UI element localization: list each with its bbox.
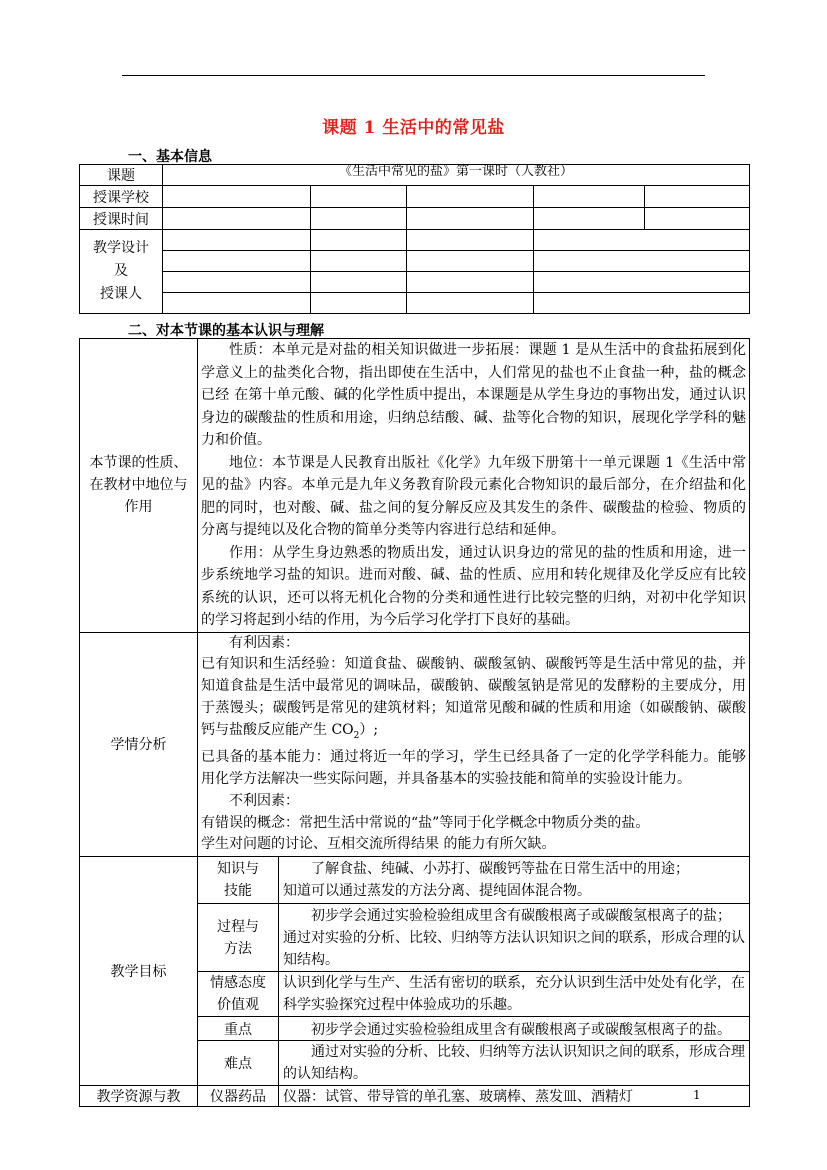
- analysis-line: [201, 654, 746, 747]
- designer-cell: [534, 251, 750, 272]
- designer-cell: [407, 230, 534, 251]
- knowledge-label-line: 技能: [224, 883, 252, 900]
- time-cell: [534, 208, 645, 230]
- designer-cell: [534, 272, 750, 293]
- school-cell: [311, 186, 407, 208]
- time-cell: [407, 208, 534, 230]
- nature-label-text: 本节课的性质、在教材中地位与作用: [89, 455, 188, 516]
- instruments-text: 仪器：试管、带导管的单孔塞、玻璃棒、蒸发皿、酒精灯: [279, 1086, 750, 1107]
- time-cell: [163, 208, 311, 230]
- school-cell: [407, 186, 534, 208]
- header-rule: [122, 75, 705, 76]
- process-label-line: 过程与: [217, 918, 259, 935]
- time-label: 授课时间: [80, 208, 163, 230]
- topic-label: 课题: [80, 165, 163, 186]
- knowledge-text: [279, 857, 750, 904]
- designer-cell: [311, 293, 407, 314]
- location-paragraph: 地位：本节课是人民教育出版社《化学》九年级下册第十一单元课题 1《生活中常见的盐》内容。本单元是九年义务教育阶段元素化合物知识的最后部分，在介绍盐和化肥的同时，也对酸、碱、盐之间的复分解反应及其发生的条件、碳酸盐的检验、物质的分离与提纯以及化合物的简单分类等内容进行总结和延伸。: [201, 454, 746, 538]
- section-heading-understanding: 二、对本节课的基本认识与理解: [128, 323, 324, 339]
- analysis-line: 有利因素：: [229, 634, 299, 651]
- process-label-line: 方法: [224, 940, 252, 957]
- designer-cell: [163, 230, 311, 251]
- analysis-line-text: 已有知识和生活经验：知道食盐、碳酸钠、碳酸氢钠、碳酸钙等是生活中常见的盐，并知道食盐是生活中最常见的调味品，碳酸钠、碳酸氢钠是常见的发酵粉的主要成分，用于蒸馒头；碳酸钙是常见的建筑材料；知道常见酸和碱的性质和用途（如碳酸钠、碳酸钙与盐酸反应能产生 CO: [201, 656, 746, 738]
- difficulty-label: 难点: [198, 1041, 279, 1086]
- process-label: [198, 904, 279, 972]
- time-cell: [645, 208, 750, 230]
- key-point-label: 重点: [198, 1017, 279, 1041]
- nature-label: [80, 339, 198, 633]
- designer-cell: [407, 293, 534, 314]
- goals-label: 教学目标: [80, 857, 198, 1086]
- function-paragraph: 作用：从学生身边熟悉的物质出发，通过认识身边的常见的盐的性质和用途，进一步系统地学习盐的知识。进而对酸、碱、盐的性质、应用和转化规律及化学反应有比较系统的认识，还可以将无机化合物的分类和通性进行比较完整的归纳，对初中化学知识的学习将起到小结的作用，为今后学习化学打下良好的基础。: [201, 544, 746, 628]
- emotion-label: [198, 972, 279, 1017]
- process-text-line: 通过对实验的分析、比较、归纳等方法认识知识之间的联系，形成合理的认知结构。: [283, 929, 745, 968]
- time-cell: [311, 208, 407, 230]
- topic-value: 《生活中常见的盐》第一课时（人教社）: [163, 165, 750, 186]
- emotion-label-line: 情感态度: [210, 975, 266, 992]
- basic-info-table: [79, 164, 750, 314]
- designer-cell: [534, 230, 750, 251]
- designer-label-line: 教学设计: [93, 240, 149, 256]
- analysis-line-end: ）;: [359, 721, 379, 738]
- analysis-content: [198, 632, 750, 857]
- school-cell: [645, 186, 750, 208]
- difficulty-text: 通过对实验的分析、比较、归纳等方法认识知识之间的联系，形成合理的认知结构。: [279, 1041, 750, 1086]
- process-text: [279, 904, 750, 972]
- key-point-text: 初步学会通过实验检验组成里含有碳酸根离子或碳酸氢根离子的盐。: [279, 1017, 750, 1041]
- designer-cell: [311, 230, 407, 251]
- analysis-line: 已具备的基本能力：通过将近一年的学习，学生已经具备了一定的化学学科能力。能够用化学方法解决一些实际问题，并具备基本的实验技能和简单的实验设计能力。: [201, 749, 746, 788]
- analysis-line: 有错误的概念：常把生活中常说的“盐”等同于化学概念中物质分类的盐。: [201, 814, 650, 831]
- process-text-line: 初步学会通过实验检验组成里含有碳酸根离子或碳酸氢根离子的盐；: [311, 907, 731, 924]
- designer-cell: [311, 251, 407, 272]
- designer-label-line: 及: [114, 263, 128, 279]
- designer-cell: [407, 251, 534, 272]
- designer-label: [80, 230, 163, 314]
- instruments-label: 仪器药品: [198, 1086, 279, 1107]
- school-cell: [163, 186, 311, 208]
- emotion-label-line: 价值观: [217, 997, 259, 1014]
- designer-cell: [534, 293, 750, 314]
- page-title: 课题 1 生活中的常见盐: [322, 118, 505, 138]
- page-number: 1: [693, 1088, 701, 1102]
- school-cell: [534, 186, 645, 208]
- analysis-line: 不利因素：: [229, 792, 299, 809]
- designer-cell: [163, 272, 311, 293]
- designer-cell: [407, 272, 534, 293]
- understanding-table: [79, 338, 750, 1107]
- nature-paragraph: 性质：本单元是对盐的相关知识做进一步拓展：课题 1 是从生活中的食盐拓展到化学意义上的盐类化合物，指出即使在生活中，人们常见的盐也不止食盐一种，盐的概念已经 在第十单元酸、碱的化学性质中提出，本课题是从学生身边的事物出发，通过认识身边的碳酸盐的性质和用途，归纳总结酸、碱、盐等化合物的知识，展现化学学科的魅力和价值。: [201, 342, 746, 448]
- analysis-subscript: 2: [353, 730, 360, 741]
- analysis-line: 学生对问题的讨论、互相交流所得结果 的能力有所欠缺。: [201, 836, 556, 853]
- knowledge-label: [198, 857, 279, 904]
- knowledge-text-line: 知道可以通过蒸发的方法分离、提纯固体混合物。: [283, 883, 591, 900]
- designer-cell: [311, 272, 407, 293]
- designer-cell: [163, 293, 311, 314]
- designer-label-line: 授课人: [100, 286, 142, 302]
- emotion-text: 认识到化学与生产、生活有密切的联系，充分认识到生活中处处有化学，在科学实验探究过程中体验成功的乐趣。: [279, 972, 750, 1017]
- designer-cell: [163, 251, 311, 272]
- section-heading-basic-info: 一、基本信息: [128, 149, 212, 165]
- knowledge-label-line: 知识与: [217, 861, 259, 878]
- nature-content: [198, 339, 750, 633]
- knowledge-text-line: 了解食盐、纯碱、小苏打、碳酸钙等盐在日常生活中的用途；: [311, 861, 689, 878]
- resources-label: 教学资源与教: [80, 1086, 198, 1107]
- analysis-label: 学情分析: [80, 632, 198, 857]
- school-label: 授课学校: [80, 186, 163, 208]
